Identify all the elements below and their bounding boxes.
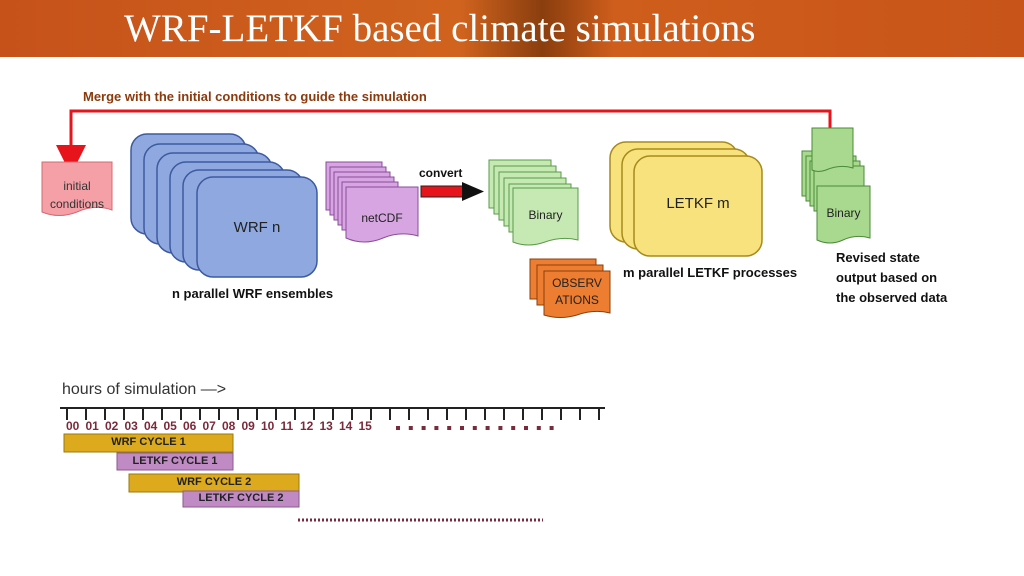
revised-caption-line1: Revised state <box>836 250 920 265</box>
netcdf-label: netCDF <box>361 211 403 225</box>
timeline-dots <box>396 426 554 430</box>
continuation-dot <box>422 426 426 430</box>
hour-label: 01 <box>85 419 99 433</box>
netcdf-file-stack <box>326 162 418 242</box>
page-title: WRF-LETKF based climate simulations <box>124 7 756 50</box>
wrf-label: WRF n <box>233 219 281 236</box>
continuation-dot <box>447 426 451 430</box>
hour-label: 05 <box>163 419 177 433</box>
binary-file-stack-right <box>802 128 870 243</box>
merge-label: Merge with the initial conditions to guide the simulation <box>83 89 427 104</box>
hour-label: 09 <box>241 419 255 433</box>
continuation-dot <box>498 426 502 430</box>
continuation-dot <box>460 426 464 430</box>
hour-label: 15 <box>358 419 372 433</box>
revised-caption-line2: output based on <box>836 270 938 285</box>
revised-caption-line3: the observed data <box>836 290 948 305</box>
hour-label: 13 <box>319 419 333 433</box>
letkf-processes-caption: m parallel LETKF processes <box>623 265 798 280</box>
timeline-heading: hours of simulation —> <box>62 381 227 398</box>
continuation-dot <box>524 426 528 430</box>
hour-label: 00 <box>66 419 80 433</box>
hour-label: 08 <box>222 419 236 433</box>
letkf-cycle-1-label: LETKF CYCLE 1 <box>132 455 218 467</box>
convert-arrow-shaft <box>421 186 465 197</box>
hour-label: 12 <box>300 419 314 433</box>
continuation-dot <box>537 426 541 430</box>
hour-label: 06 <box>183 419 197 433</box>
hour-label: 14 <box>339 419 353 433</box>
wrf-ensemble-stack <box>131 134 317 277</box>
hour-label: 02 <box>105 419 119 433</box>
wrf-cycle-1-label: WRF CYCLE 1 <box>111 436 186 448</box>
hour-label: 11 <box>280 419 294 433</box>
continuation-dot <box>409 426 413 430</box>
hour-label: 04 <box>144 419 158 433</box>
continuation-dot <box>473 426 477 430</box>
binary-right-label: Binary <box>826 206 861 220</box>
continuation-dot <box>396 426 400 430</box>
convert-arrow-head <box>462 182 484 201</box>
continuation-dot <box>511 426 515 430</box>
continuation-dot <box>550 426 554 430</box>
letkf-cycle-2-label: LETKF CYCLE 2 <box>198 492 284 504</box>
hour-label: 07 <box>202 419 216 433</box>
hour-label: 10 <box>261 419 275 433</box>
wrf-cycle-2-label: WRF CYCLE 2 <box>176 476 252 488</box>
initial-label-line2: conditions <box>49 197 105 211</box>
observations-label-line2: ATIONS <box>555 293 599 307</box>
continuation-dot <box>486 426 490 430</box>
convert-label: convert <box>419 166 463 180</box>
binary-file-stack-left <box>489 160 578 245</box>
initial-label-line1: initial <box>63 179 91 193</box>
wrf-ensembles-caption: n parallel WRF ensembles <box>172 286 334 301</box>
continuation-dot <box>434 426 438 430</box>
hour-label: 03 <box>124 419 138 433</box>
letkf-label: LETKF m <box>666 195 730 212</box>
observations-label-line1: OBSERV <box>552 276 602 290</box>
binary-left-label: Binary <box>528 208 563 222</box>
